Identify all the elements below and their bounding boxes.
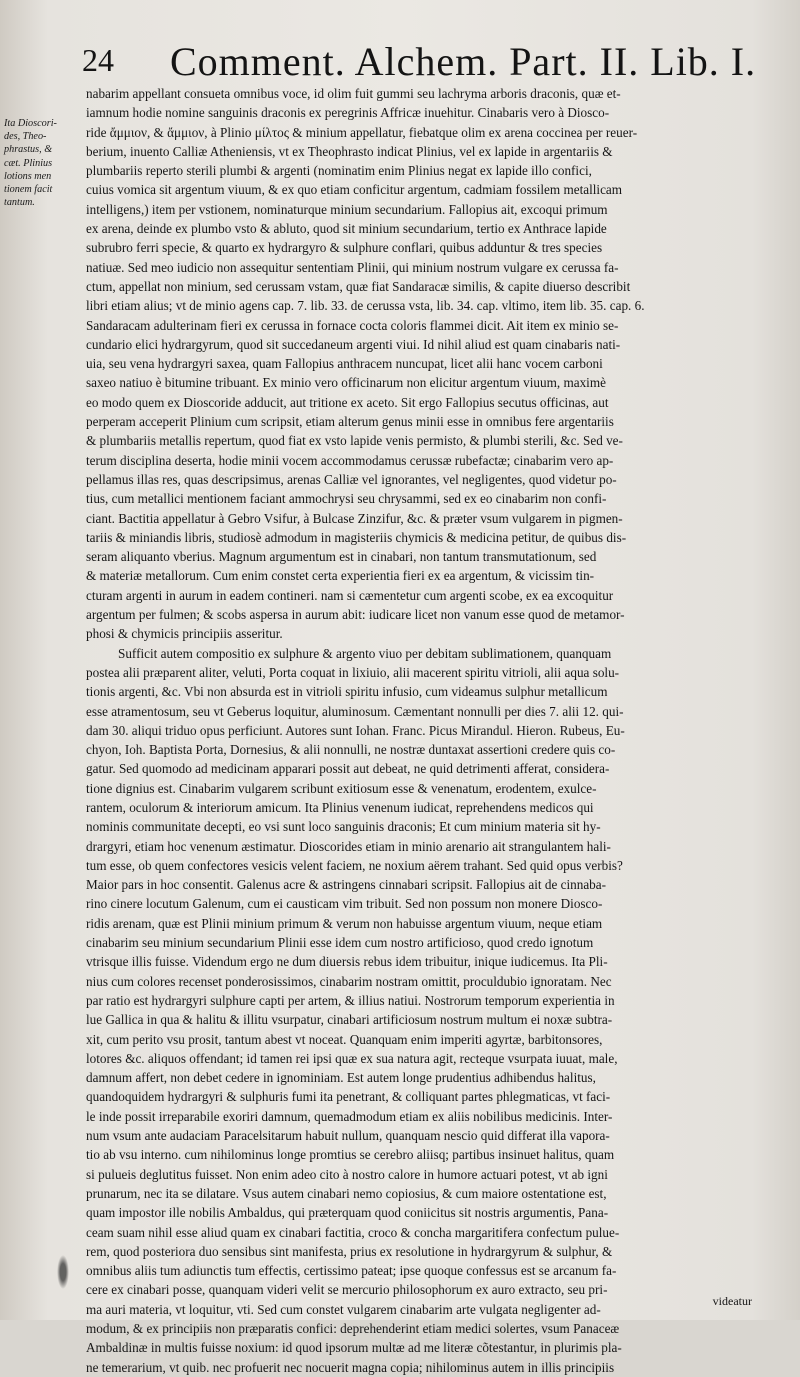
text-line: Maior pars in hoc consentit. Galenus acre & astringens cinnabari scripsit. Fallopius ait de cinnaba- xyxy=(86,877,607,893)
printers-ornament xyxy=(56,1252,70,1292)
text-line: phosi & chymicis principiis asseritur. xyxy=(86,626,283,642)
text-line: ciant. Bactitia appellatur à Gebro Vsifur, à Bulcase Zinzifur, &c. & præter vsum vulgarem in pigmen- xyxy=(86,510,623,526)
text-line: esse atramentosum, seu vt Geberus loquitur, aluminosum. Cæmentant nonnulli per dies 7. alii 12. qui- xyxy=(86,703,624,719)
text-line: num vsum ante audaciam Paracelsitarum habuit nullum, quanquam nescio quid differat illa vapora- xyxy=(86,1128,610,1144)
text-line: iamnum hodie nomine sanguinis draconis ex peregrinis Affricæ inuehitur. Cinabaris vero à Diosco- xyxy=(86,105,610,121)
text-line: lue Gallica in qua & halitu & illitu vsurpatur, cinabari artificiosum nostrum multum ei noxæ subtra- xyxy=(86,1012,613,1028)
text-line: modum, & ex principiis non præparatis confici: deprehenderint etiam medici solertes, vsum Panaceæ xyxy=(86,1321,620,1336)
catchword: videatur xyxy=(712,1294,752,1308)
text-line: uia, seu vena hydrargyri saxea, quam Fallopius anthracem nuncupat, licet alii hanc vocem carboni xyxy=(86,356,603,372)
text-line: pellamus illas res, quas descripsimus, arenas Calliæ vel ignorantes, vel negligentes, quod videtur po- xyxy=(86,471,617,487)
text-line: ctum, appellat non minium, sed cerussam vstam, quæ fiat Sandaracæ similis, & capite diuerso describit xyxy=(86,278,631,294)
text-line: Ambaldinæ in multis fuisse noxium: id quod ipsorum multæ ad me literæ cõtestantur, in plurimis pla- xyxy=(86,1340,622,1356)
text-line: rantem, oculorum & interiorum amicum. Ita Plinius venenum iudicat, reprehendens medicos qui xyxy=(86,799,594,815)
marginal-note xyxy=(4,117,86,209)
text-line: natiuæ. Sed meo iudicio non assequitur sententiam Plinii, qui minium nostrum vulgare ex cerussa fa- xyxy=(86,259,619,275)
text-line: tione dignius est. Cinabarim vulgarem scribunt exitiosum esse & venenatum, erodentem, exulce- xyxy=(86,780,597,796)
page-number: 24 xyxy=(82,42,114,78)
text-line: tariis & miniandis libris, studiosè admodum in magisteriis chymicis & medicina petitur, de quibus dis- xyxy=(86,529,627,545)
text-line: cundario elici hydrargyrum, quod sit succedaneum argenti viui. Id nihil aliud est quam cinabaris nati- xyxy=(86,336,621,352)
text-line: cinabarim seu minium secundarium Plinii esse idem cum nostro artificioso, quod credo ignotum xyxy=(86,935,594,951)
text-line: tius, cum metallici mentionem faciant ammochrysi seu chrysammi, sed ex eo cinabarim non confi- xyxy=(86,491,607,507)
text-line: cturam argenti in aurum in eadem contineri. nam si cæmentetur cum argenti scobe, ex ea excoquitur xyxy=(86,587,614,603)
text-line: dam 30. aliqui triduo opus perficiunt. Autores sunt Iohan. Franc. Picus Mirandul. Hieron. Rubeus, Eu- xyxy=(86,722,625,738)
text-line: nominis communitate decepti, eo vsi sunt loco sanguinis draconis; Et cum minium materia sit hy- xyxy=(86,819,601,835)
marginal-note-line: Ita Dioscori- xyxy=(4,118,57,129)
text-line: tionis argenti, &c. Vbi non absurda est in vitrioli spiritu infusio, cum videamus sulphur metallicum xyxy=(86,684,608,700)
text-line: ride ἄμμιον, & ἄμμιον, à Plinio μίλτος & minium appellatur, fiebatque olim ex arena coccinea per reuer- xyxy=(86,124,638,140)
marginal-note-line: tantum. xyxy=(4,197,35,209)
marginal-note-line: cæt. Plinius xyxy=(4,157,53,169)
marginal-note-line: des, Theo- xyxy=(4,131,47,143)
text-line: si pulueis deglutitus fuisset. Non enim adeo cito à nostro calore in humore actuari potest, vt ab igni xyxy=(86,1166,608,1182)
marginal-note-line: tionem facit xyxy=(4,184,53,196)
marginal-note-line: phrastus, & xyxy=(4,144,53,156)
text-line: tum esse, ob quem confectores vesicis velent faciem, ne noxium aërem trahant. Sed quid opus verbis? xyxy=(86,857,623,873)
text-line: Sandaracam adulterinam fieri ex cerussa in fornace cocta coloris flammei dicit. Ait item ex minio se- xyxy=(86,317,619,333)
text-line: vtrisque illis fuisse. Videndum ergo ne dum diuersis rebus idem tribuitur, inique iudicemus. Ita Pli- xyxy=(86,954,608,970)
text-line: cere ex cinabari posse, quanquam videri velit se mercurio philosophorum ex auro extracto, seu pri- xyxy=(86,1282,608,1298)
text-line: ex arena, deinde ex plumbo vsto & abluto, quod sit minium secundarium, tertio ex Anthrace lapide xyxy=(86,221,607,237)
text-line: nabarim appellant consueta omnibus voce, id olim fuit gummi seu lachryma arboris draconis, quæ et- xyxy=(86,86,621,101)
text-line: terum disciplina deserta, hodie minii vocem accommodamus cerussæ rubefactæ; cinabarim vero ap- xyxy=(86,452,614,468)
text-line: damnum affert, non debet cedere in ignominiam. Est autem longe prudentius adhibendus halitus, xyxy=(86,1070,596,1086)
text-line: seram aliquanto vberius. Magnum argumentum est in cinabari, non tantum transmutationum, sed xyxy=(86,549,597,565)
text-line: libri etiam alius; vt de minio agens cap. 7. lib. 33. de cerussa vsta, lib. 34. cap. vltimo, item lib. 35. cap. 6. xyxy=(86,298,645,314)
page-header xyxy=(82,38,772,82)
text-line: xit, cum perito vsu prosit, tantum abest vt noceat. Quanquam enim imperiti agyrtæ, barbitonsores, xyxy=(86,1031,603,1047)
text-line: rino cinere locutum Galenum, cum ei causticam vim tribuit. Sed non possum non monere Diosco- xyxy=(86,896,603,912)
text-line: postea alii præparent aliter, veluti, Porta coquat in lixiuio, alii macerent spiritu vitrioli, alii aqua solu- xyxy=(86,664,620,680)
text-line: intelligens,) item per vstionem, nominaturque minium secundarium. Fallopius ait, excoqui primum xyxy=(86,201,608,217)
marginal-note-line: lotions men xyxy=(4,170,52,182)
text-line: & plumbariis metallis repertum, quod fiat ex vsto lapide venis permisto, & plumbi sterili, &c. Sed ve- xyxy=(86,433,623,449)
text-line: ceam suam nihil esse aliud quam ex cinabari factitia, croco & concha margaritifera confectum pulue- xyxy=(86,1224,620,1240)
text-line: ridis arenam, quæ est Plinii minium primum & verum non habuisse argentum viuum, neque etiam xyxy=(86,915,603,931)
text-line: plumbariis reperto sterili plumbi & argenti (nominatim enim Plinius negat ex lapide illo confici, xyxy=(86,163,592,179)
text-line: eo modo quem ex Dioscoride adducit, aut tritione ex aceto. Sit ergo Fallopius secutus officinas, aut xyxy=(86,394,609,410)
text-line: saxeo natiuo è bitumine tribuant. Ex minio vero officinarum non elicitur argentum viuum, maximè xyxy=(86,375,606,391)
text-line: omnibus aliis tum adiunctis tum effectis, certissimo pateat; ipse quoque confessus est se arcanum fa- xyxy=(86,1263,617,1279)
text-line: argentum per fulmen; & scobs aspersa in aurum abit: iudicare licet non vanum esse quod de metamor- xyxy=(86,607,625,623)
running-title: Comment. Alchem. Part. II. Lib. I. xyxy=(170,39,757,84)
text-line: quam impostor ille nobilis Ambaldus, qui præterquam quod coniicitus sit nostris argumentis, Pana- xyxy=(86,1205,609,1221)
text-line: nius cum colores recenset ponderosissimos, cinabarim nostram omittit, proculdubio ignoratam. Nec xyxy=(86,973,612,989)
text-line: Sufficit autem compositio ex sulphure & argento viuo per debitam sublimationem, quanquam xyxy=(118,645,612,661)
text-line: le inde possit irreparabile exoriri damnum, quemadmodum etiam ex aliis nobilibus medicinis. Inter- xyxy=(86,1108,613,1124)
text-line: ne temerarium, vt quib. nec profuerit nec nocuerit magna copia; nihilominus autem in illis principiis xyxy=(86,1359,615,1375)
text-line: lotores &c. aliquos offendant; id tamen rei ipsi quæ ex sua natura agit, recteque vsurpata iuuat, male, xyxy=(86,1050,618,1066)
text-line: ma auri materia, vt loquitur, vti. Sed cum constet vulgarem cinabarim arte vulgata negligenter ad- xyxy=(86,1301,601,1317)
text-line: & materiæ metallorum. Cum enim constet certa experientia fieri ex ea argentum, & vicissim tin- xyxy=(86,568,595,584)
body-text xyxy=(86,84,780,1377)
text-line: cuius vomica sit argentum viuum, & ex quo etiam conficitur argentum, cadmiam fossilem metallicam xyxy=(86,182,623,198)
text-line: subrubro ferri specie, & quarto ex hydrargyro & sulphure conflari, quibus adduntur & tres species xyxy=(86,240,603,256)
text-line: chyon, Ioh. Baptista Porta, Dornesius, & alii nonnulli, ne nostræ duntaxat assertioni credere quis co- xyxy=(86,742,616,758)
text-line: tio ab vsu interno. cum nihilominus longe promtius se cerebro aliisq; partibus insinuet halitus, quam xyxy=(86,1147,615,1163)
text-line: par ratio est hydrargyri sulphure capti per artem, & illius natiui. Nostrorum temporum experientia in xyxy=(86,992,615,1008)
text-line: quandoquidem hydrargyri & sulphuris fumi ita penetrant, & colliquant partes phlegmaticas, vt faci- xyxy=(86,1089,611,1105)
text-line: perperam acceperit Plinium cum scripsit, etiam alterum genus minii esse in omnibus fere argentariis xyxy=(86,414,614,430)
text-line: drargyri, etiam hoc venenum æstimatur. Dioscorides etiam in minio arenario ait strangulantem hali- xyxy=(86,838,611,854)
text-line: berium, inuento Calliæ Atheniensis, vt ex Theophrasto indicat Plinius, vel ex lapide in argentariis & xyxy=(86,143,613,159)
text-line: rem, quod posteriora duo sensibus sint manifesta, prius ex resolutione in hydrargyrum & sulphur, & xyxy=(86,1243,613,1259)
text-line: gatur. Sed quomodo ad medicinam apparari possit aut debeat, ne quid detrimenti afferat, considera- xyxy=(86,761,610,777)
text-line: prunarum, nec ita se dilatare. Vsus autem cinabari nemo copiosius, & cum maiore ostentatione est, xyxy=(86,1185,607,1201)
